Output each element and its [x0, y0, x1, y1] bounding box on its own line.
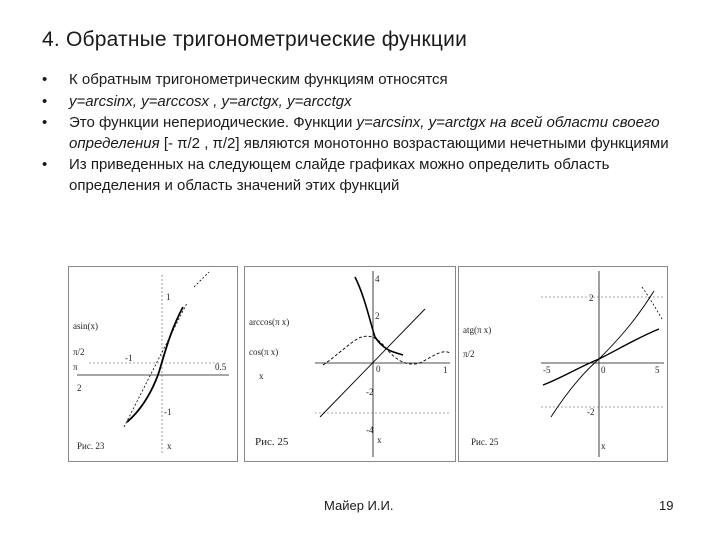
- svg-text:-4: -4: [366, 425, 374, 435]
- graph-arccos: [244, 266, 456, 462]
- svg-text:π/2: π/2: [463, 349, 475, 359]
- svg-text:0: 0: [601, 365, 606, 375]
- svg-text:0: 0: [376, 364, 381, 374]
- svg-text:-5: -5: [543, 365, 551, 375]
- svg-text:π/2: π/2: [73, 347, 85, 357]
- graph-arccos-plot: [245, 267, 455, 461]
- svg-text:2: 2: [375, 311, 380, 321]
- svg-text:x: x: [259, 371, 264, 381]
- graph-arctg-plot: [459, 267, 667, 461]
- graph-arcsin-plot: [69, 267, 237, 461]
- svg-text:x: x: [377, 435, 382, 445]
- svg-text:asin(x): asin(x): [73, 321, 98, 331]
- graph-arcsin: [68, 266, 238, 462]
- svg-text:x: x: [601, 441, 606, 451]
- bullet-item: • Это функции непериодические. Функции y=arcsinx, y=arctgx на всей области своего определения [- π/2 , π/2] являются монотонно возрастающими нечетными функциями: [42, 113, 682, 154]
- bullet-item: • y=arcsinx, y=arccosx , y=arctgx, y=arcctgx: [42, 92, 682, 113]
- svg-text:Рис. 25: Рис. 25: [471, 437, 499, 447]
- svg-text:1: 1: [443, 365, 448, 375]
- svg-text:1: 1: [166, 292, 171, 302]
- slide-title: 4. Обратные тригонометрические функции: [42, 28, 468, 51]
- svg-text:-1: -1: [164, 407, 172, 417]
- page-number: 19: [659, 498, 674, 513]
- svg-text:x: x: [167, 441, 172, 451]
- footer-author: Майер И.И.: [324, 498, 394, 513]
- bullet-list: [42, 70, 682, 197]
- svg-text:Рис. 23: Рис. 23: [77, 441, 105, 451]
- bullet-item: • К обратным тригонометрическим функциям относятся: [42, 70, 682, 91]
- svg-text:0.5: 0.5: [215, 362, 227, 372]
- svg-text:cos(π x): cos(π x): [249, 347, 279, 357]
- svg-text:4: 4: [375, 274, 380, 284]
- svg-text:-2: -2: [587, 407, 595, 417]
- svg-text:5: 5: [655, 365, 660, 375]
- graph-arctg: [458, 266, 668, 462]
- svg-text:π: π: [73, 362, 78, 372]
- svg-text:-2: -2: [366, 387, 374, 397]
- svg-text:2: 2: [77, 383, 82, 393]
- svg-text:-1: -1: [125, 353, 133, 363]
- svg-text:Рис. 25: Рис. 25: [255, 436, 289, 448]
- svg-text:arccos(π x): arccos(π x): [249, 317, 290, 327]
- svg-text:atg(π x): atg(π x): [463, 325, 492, 335]
- bullet-item: • Из приведенных на следующем слайде графиках можно определить область определения и область значений этих функций: [42, 155, 682, 196]
- svg-text:2: 2: [589, 293, 594, 303]
